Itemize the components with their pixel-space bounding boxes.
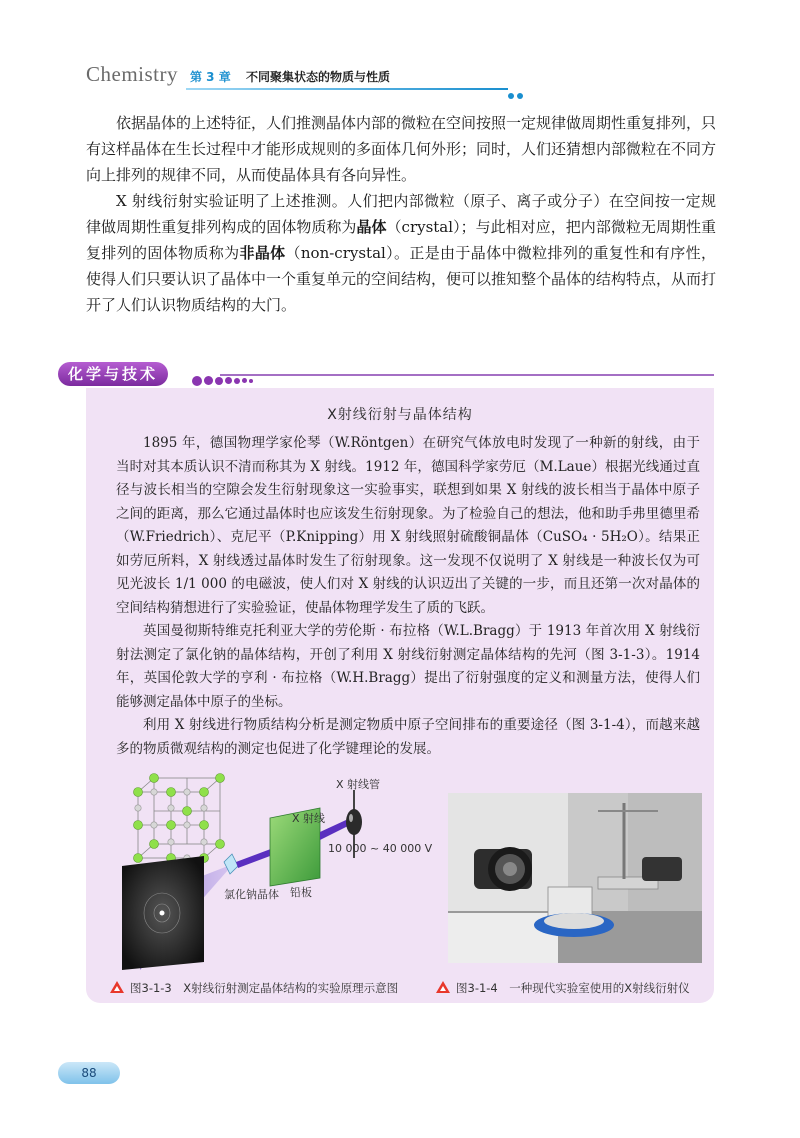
body-p2-b: （crystal）；与此相对应，把内部微粒无周期性重复排列的固体物质称为 [86, 218, 716, 262]
body-paragraph-2 [86, 188, 716, 318]
box-text [116, 432, 700, 761]
diffraction-schematic-illustration [120, 770, 420, 970]
body-p2-a: X 射线衍射实验证明了上述推测。人们把内部微粒（原子、离子或分子）在空间按一定规律做周期性重复排列构成的固体物质称为 [86, 192, 716, 236]
header-rule [186, 88, 508, 90]
caption-figure-3-1-4 [436, 980, 690, 996]
page-number: 88 [58, 1062, 120, 1084]
box-banner-label: 化学与技术 [58, 362, 168, 386]
box-paragraph-2: 英国曼彻斯特维克托利亚大学的劳伦斯 · 布拉格（W.L.Bragg）于 1913 年首次用 X 射线衍射法测定了氯化钠的晶体结构，开创了利用 X 射线衍射测定晶体结构的先河（图 3-1-3）。1914 年，英国伦敦大学的亨利 · 布拉格（W.H.Bragg）提出了衍射强度的定义和测量方法，使得人们能够测定晶体中原子的坐标。 [116, 623, 700, 710]
label-xray: X 射线 [292, 812, 326, 825]
caption-text-3-1-4: 图3-1-4 一种现代实验室使用的X射线衍射仪 [456, 981, 690, 995]
caption-text-3-1-3: 图3-1-3 X射线衍射测定晶体结构的实验原理示意图 [130, 981, 399, 995]
header-chapter: 第 3 章 [190, 70, 231, 84]
box-banner-dots [192, 370, 255, 389]
header-dots [508, 84, 526, 103]
box-rule [220, 374, 714, 376]
page-header [86, 60, 726, 96]
label-nacl-crystal: 氯化钠晶体 [224, 888, 279, 901]
figure-diffraction-schematic [120, 770, 433, 970]
body-p2-c: （non-crystal）。正是由于晶体中微粒排列的重复性和有序性，使得人们只要认识了晶体中一个重复单元的空间结构，便可以推知整个晶体的结构特点，从而打开了人们认识物质结构的大门。 [86, 244, 717, 314]
label-voltage: 10 000 ~ 40 000 V [328, 842, 433, 855]
figure-diffractometer-photo [448, 793, 702, 963]
caption-triangle-icon [110, 981, 124, 993]
box-title: X射线衍射与晶体结构 [327, 407, 473, 423]
caption-figure-3-1-3 [110, 980, 398, 996]
header-brand: Chemistry [86, 62, 178, 86]
diffractometer-illustration [448, 793, 702, 963]
term-crystal: 晶体 [356, 218, 387, 236]
header-title: 不同聚集状态的物质与性质 [246, 70, 391, 84]
body-text [86, 110, 716, 318]
box-paragraph-1: 1895 年，德国物理学家伦琴（W.Röntgen）在研究气体放电时发现了一种新的射线，由于当时对其本质认识不清而称其为 X 射线。1912 年，德国科学家劳厄（M.Laue）根据光线通过直径与波长相当的空隙会发生衍射现象这一实验事实，联想到如果 X 射线的波长相当于晶体中原子之间的距离，那么它通过晶体时也应该发生衍射现象。为了检验自己的想法，他和助手弗里德里希（W.Friedrich）、克尼平（P.Knipping）用 X 射线照射硫酸铜晶体（CuSO₄ · 5H₂O）。结果正如劳厄所料，X 射线透过晶体时发生了衍射现象。这一发现不仅说明了 X 射线是一种波长仅为可见光波长 1/1 000 的电磁波，使人们对 X 射线的认识迈出了关键的一步，而且还第一次对晶体的空间结构猜想进行了实验验证，使晶体物理学发生了质的飞跃。 [116, 435, 700, 616]
term-noncrystal: 非晶体 [239, 244, 286, 262]
label-lead-plate: 铅板 [290, 886, 312, 899]
label-xray-tube: X 射线管 [336, 778, 381, 791]
body-paragraph-1: 依据晶体的上述特征，人们推测晶体内部的微粒在空间按照一定规律做周期性重复排列，只有这样晶体在生长过程中才能形成规则的多面体几何外形；同时，人们还猜想内部微粒在不同方向上排列的规律不同，从而使晶体具有各向异性。 [86, 114, 717, 184]
box-paragraph-3: 利用 X 射线进行物质结构分析是测定物质中原子空间排布的重要途径（图 3-1-4），而越来越多的物质微观结构的测定也促进了化学键理论的发展。 [116, 717, 700, 757]
caption-triangle-icon [436, 981, 450, 993]
